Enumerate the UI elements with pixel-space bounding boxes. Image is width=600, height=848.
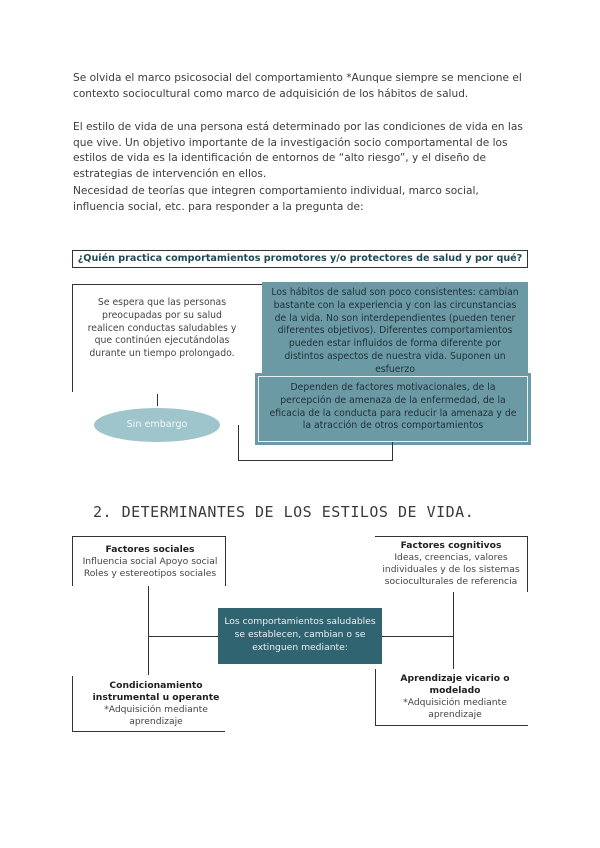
connector-line xyxy=(375,669,376,725)
however-ellipse: Sin embargo xyxy=(94,408,220,442)
connector-line xyxy=(72,536,73,586)
connector-line xyxy=(527,536,528,592)
connector-line xyxy=(238,460,393,461)
connector-line xyxy=(382,636,454,637)
connector-line xyxy=(72,676,73,732)
connector-line xyxy=(72,284,262,285)
habits-box: Los hábitos de salud son poco consistentes: cambian bastante con la experiencia y con las circunstancias de la vida. No son interdependientes (pueden tener diferentes objetivos). Diferentes comportamientos pueden estar influidos de forma diferente por distintos aspectos de nuestra vida. Suponen un esfuerzo xyxy=(262,282,528,374)
cognitive-factors-title: Factores cognitivos xyxy=(400,540,502,551)
connector-line xyxy=(225,536,226,586)
instrumental-box xyxy=(88,680,224,728)
connector-line xyxy=(157,394,158,406)
connector-line xyxy=(72,731,225,732)
instrumental-body: *Adquisición mediante aprendizaje xyxy=(104,704,208,727)
connector-line xyxy=(148,636,218,637)
instrumental-title: Condicionamiento instrumental u operante xyxy=(92,680,220,703)
expectation-text: Se espera que las personas preocupadas por su salud realicen conductas saludables y que continúen ejecutándolas durante un tiempo prolongado. xyxy=(87,297,237,360)
cognitive-factors-body: Ideas, creencias, valores individuales y de los sistemas socioculturales de referencia xyxy=(382,552,520,587)
vicarious-body: *Adquisición mediante aprendizaje xyxy=(403,697,507,720)
connector-line xyxy=(392,442,393,461)
vicarious-title: Aprendizaje vicario o modelado xyxy=(400,673,510,696)
social-factors-body: Influencia social Apoyo social Roles y estereotipos sociales xyxy=(82,556,218,579)
section-title: 2. DETERMINANTES DE LOS ESTILOS DE VIDA. xyxy=(93,503,475,521)
cognitive-factors-box xyxy=(378,540,524,588)
intro-paragraph-3: Necesidad de teorías que integren comportamiento individual, marco social, influencia social, etc. para responder a la pregunta de: xyxy=(73,185,479,213)
center-box: Los comportamientos saludables se establecen, cambian o se extinguen mediante: xyxy=(218,608,382,664)
connector-line xyxy=(72,284,73,392)
connector-line xyxy=(72,536,225,537)
question-box: ¿Quién practica comportamientos promotores y/o protectores de salud y por qué? xyxy=(72,250,528,268)
social-factors-title: Factores sociales xyxy=(105,544,195,555)
connector-line xyxy=(148,586,149,675)
connector-line xyxy=(238,425,239,461)
factors-box: Dependen de factores motivacionales, de la percepción de amenaza de la enfermedad, de la eficacia de la conducta para reducir la amenaza y de la atracción de otros comportamientos xyxy=(258,376,528,442)
social-factors-box xyxy=(78,544,222,580)
connector-line xyxy=(375,725,528,726)
intro-paragraph-2: El estilo de vida de una persona está determinado por las condiciones de vida en las que vive. Un objetivo importante de la investigación socio comportamental de los estilos de vida es la identificación de entornos de “alto riesgo”, y el diseño de estrategias de intervención en ellos. xyxy=(73,121,523,180)
vicarious-box xyxy=(382,673,528,721)
connector-line xyxy=(453,592,454,669)
intro-paragraph-1: Se olvida el marco psicosocial del comportamiento *Aunque siempre se mencione el contexto sociocultural como marco de adquisición de los hábitos de salud. xyxy=(73,72,522,100)
connector-line xyxy=(375,536,528,537)
